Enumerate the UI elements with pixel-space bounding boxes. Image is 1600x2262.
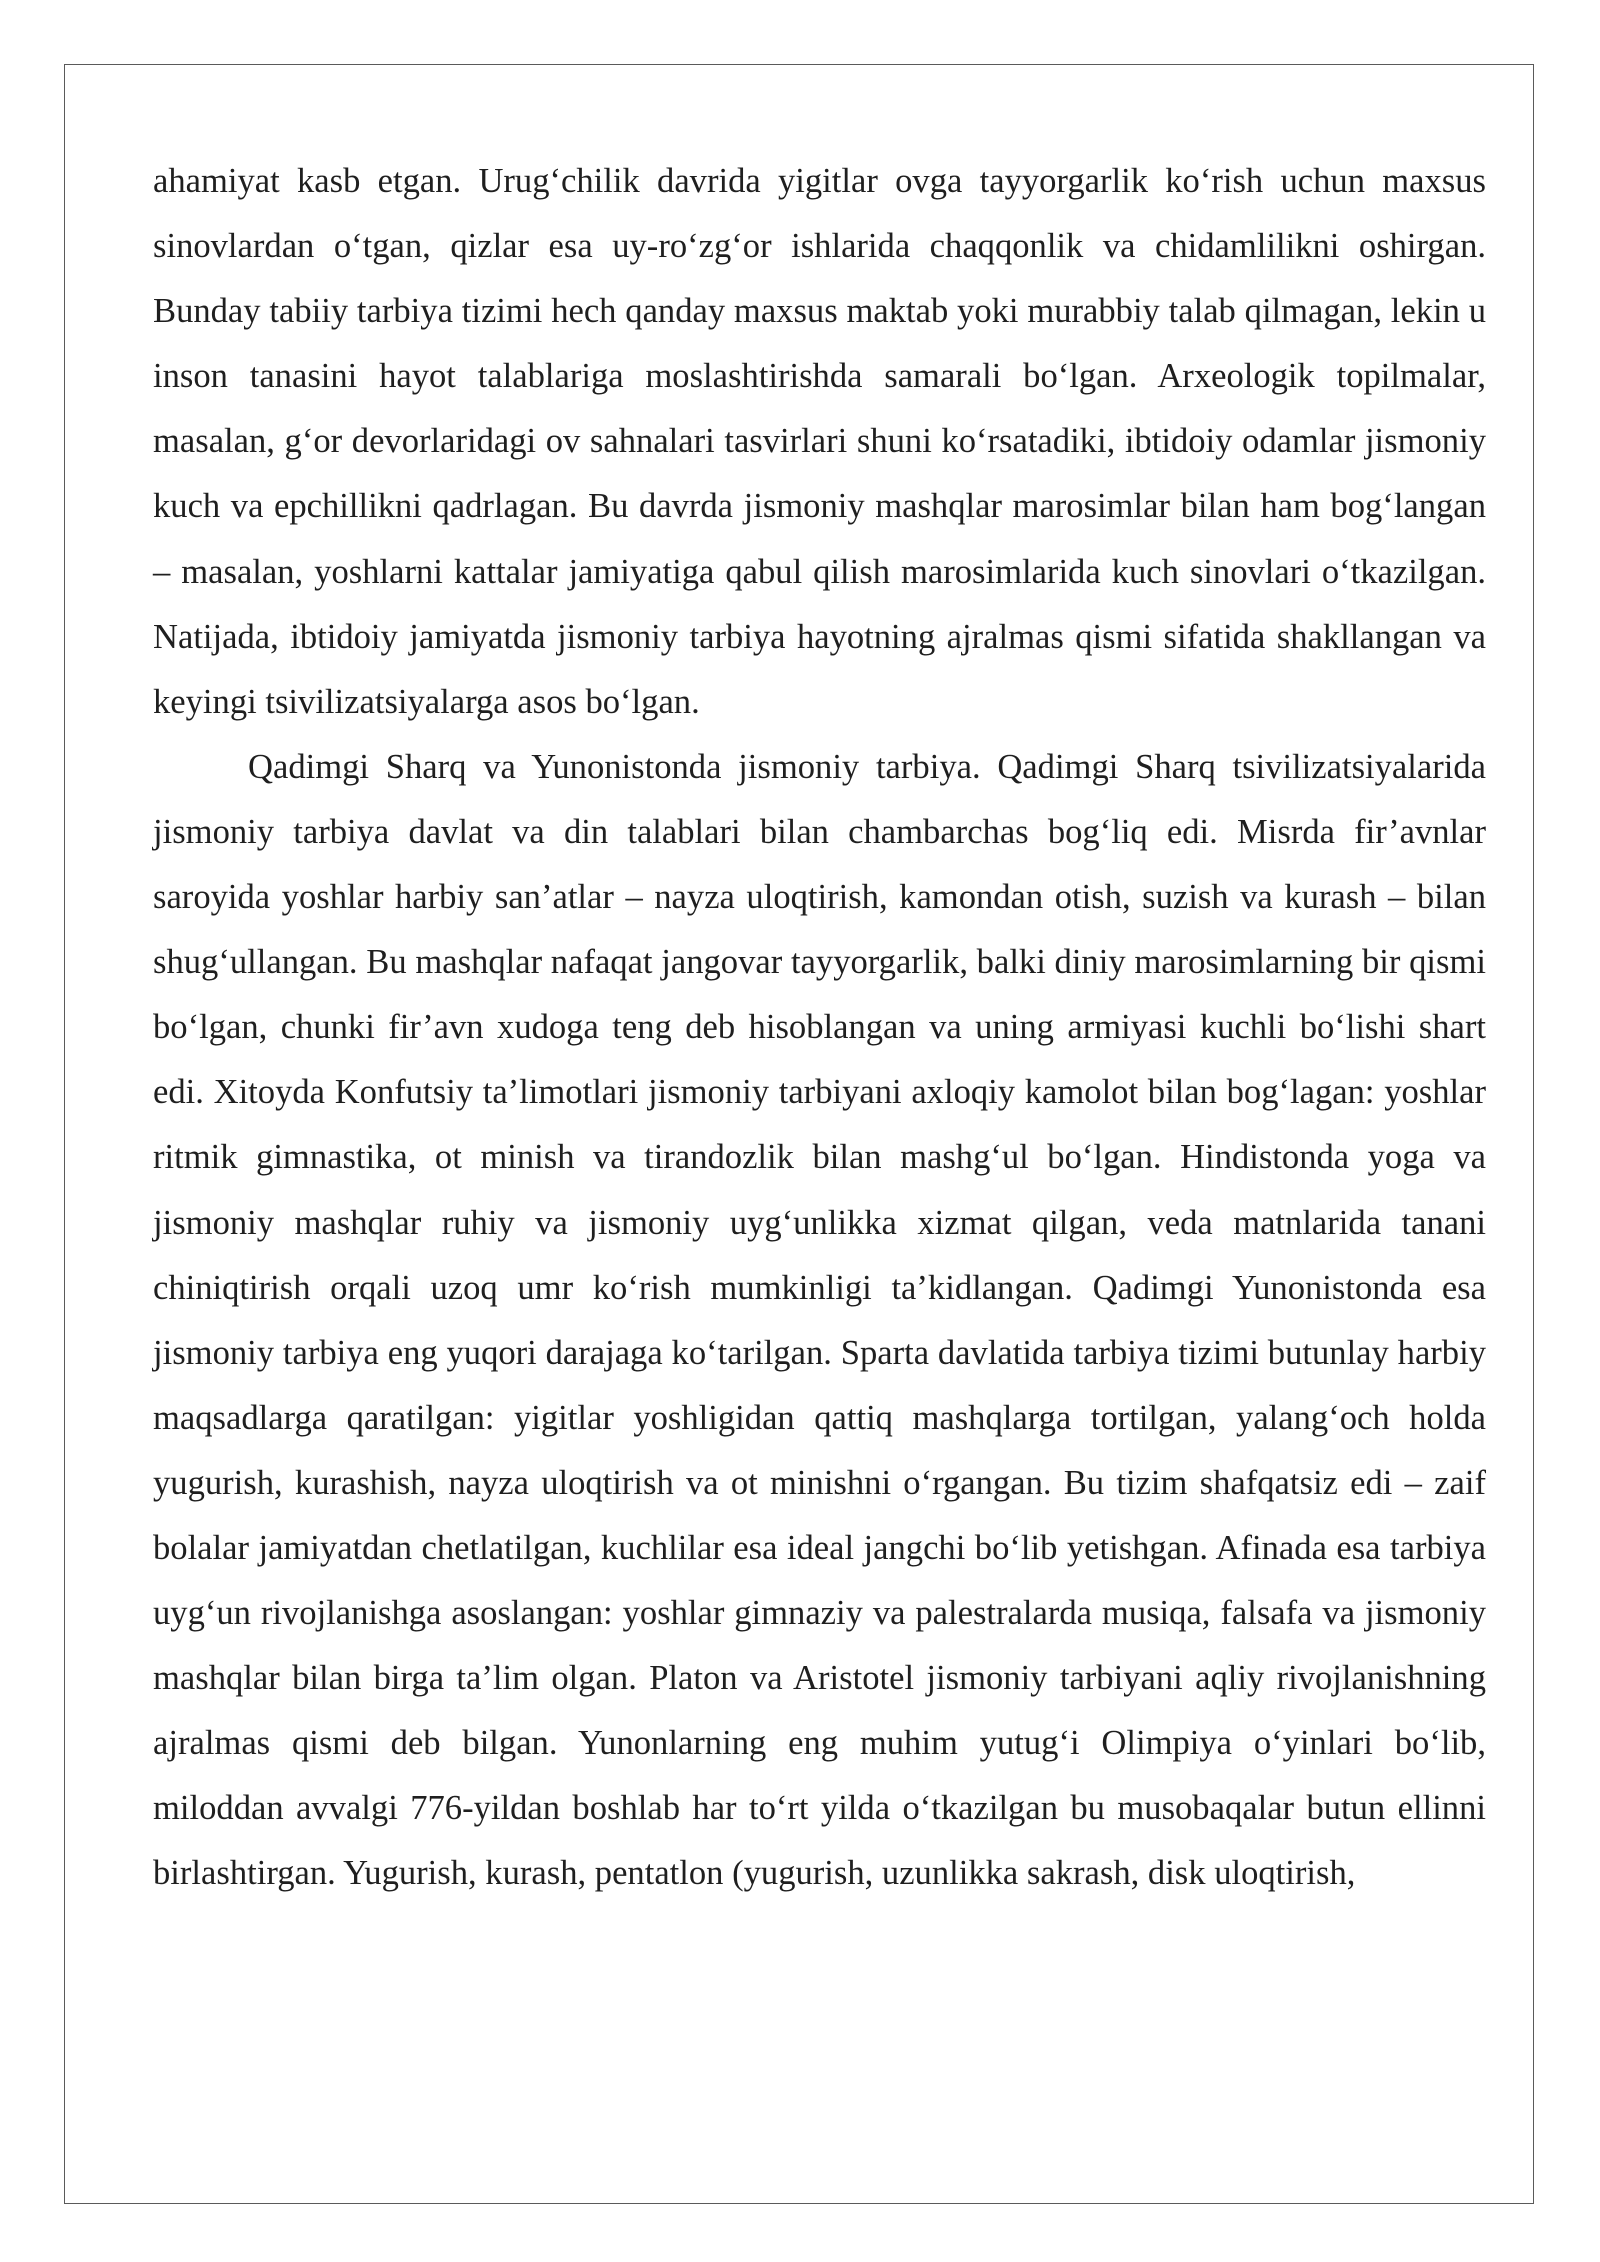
paragraph-2: Qadimgi Sharq va Yunonistonda jismoniy tarbiya. Qadimgi Sharq tsivilizatsiyalarida jismoniy tarbiya davlat va din talablari bilan chambarchas bog‘liq edi. Misrda fir’avnlar saroyida yoshlar harbiy san’atlar – nayza uloqtirish, kamondan otish, suzish va kurash – bilan shug‘ullangan. Bu mashqlar nafaqat jangovar tayyorgarlik, balki diniy marosimlarning bir qismi bo‘lgan, chunki fir’avn xudoga teng deb hisoblangan va uning armiyasi kuchli bo‘lishi shart edi. Xitoyda Konfutsiy ta’limotlari jismoniy tarbiyani axloqiy kamolot bilan bog‘lagan: yoshlar ritmik gimnastika, ot minish va tirandozlik bilan mashg‘ul bo‘lgan. Hindistonda yoga va jismoniy mashqlar ruhiy va jismoniy uyg‘unlikka xizmat qilgan, veda matnlarida tanani chiniqtirish orqali uzoq umr ko‘rish mumkinligi ta’kidlangan. Qadimgi Yunonistonda esa jismoniy tarbiya eng yuqori darajaga ko‘tarilgan. Sparta davlatida tarbiya tizimi butunlay harbiy maqsadlarga qaratilgan: yigitlar yoshligidan qattiq mashqlarga tortilgan, yalang‘och holda yugurish, kurashish, nayza uloqtirish va ot minishni o‘rgangan. Bu tizim shafqatsiz edi – zaif bolalar jamiyatdan chetlatilgan, kuchlilar esa ideal jangchi bo‘lib yetishgan. Afinada esa tarbiya uyg‘un rivojlanishga asoslangan: yoshlar gimnaziy va palestralarda musiqa, falsafa va jismoniy mashqlar bilan birga ta’lim olgan. Platon va Aristotel jismoniy tarbiyani aqliy rivojlanishning ajralmas qismi deb bilgan. Yunonlarning eng muhim yutug‘i Olimpiya o‘yinlari bo‘lib, miloddan avvalgi 776-yildan boshlab har to‘rt yilda o‘tkazilgan bu musobaqalar butun ellinni birlashtirgan. Yugurish, kurash, pentatlon (yugurish, uzunlikka sakrash, disk uloqtirish, — [153, 747, 1486, 1893]
document-body — [153, 149, 1486, 1907]
paragraph-1: ahamiyat kasb etgan. Urug‘chilik davrida yigitlar ovga tayyorgarlik ko‘rish uchun maxsus sinovlardan o‘tgan, qizlar esa uy-ro‘zg‘or ishlarida chaqqonlik va chidamlilikni oshirgan. Bunday tabiiy tarbiya tizimi hech qanday maxsus maktab yoki murabbiy talab qilmagan, lekin u inson tanasini hayot talablariga moslashtirishda samarali bo‘lgan. Arxeologik topilmalar, masalan, g‘or devorlaridagi ov sahnalari tasvirlari shuni ko‘rsatadiki, ibtidoiy odamlar jismoniy kuch va epchillikni qadrlagan. Bu davrda jismoniy mashqlar marosimlar bilan ham bog‘langan – masalan, yoshlarni kattalar jamiyatiga qabul qilish marosimlarida kuch sinovlari o‘tkazilgan. Natijada, ibtidoiy jamiyatda jismoniy tarbiya hayotning ajralmas qismi sifatida shakllangan va keyingi tsivilizatsiyalarga asos bo‘lgan. — [153, 162, 1486, 721]
